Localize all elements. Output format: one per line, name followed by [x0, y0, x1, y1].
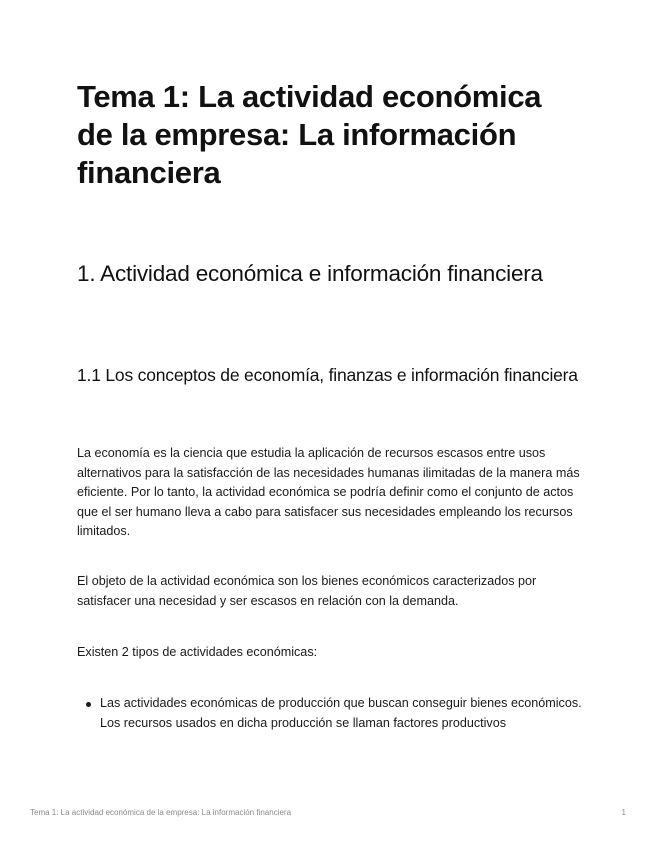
footer-running-title: Tema 1: La actividad económica de la empresa: La información financiera	[30, 808, 292, 817]
paragraph-activity-types-intro: Existen 2 tipos de actividades económicas:	[77, 645, 318, 659]
section-heading: 1. Actividad económica e información financiera	[77, 261, 543, 286]
activity-types-list	[77, 694, 582, 733]
bullet-icon	[86, 702, 91, 707]
subsection-heading: 1.1 Los conceptos de economía, finanzas e información financiera	[77, 365, 578, 385]
list-item	[77, 694, 582, 733]
paragraph-economy-definition: La economía es la ciencia que estudia la aplicación de recursos escasos entre usos alternativos para la satisfacción de las necesidades humanas ilimitadas de la manera más eficiente. Por lo tanto, la actividad económica se podría definir como el conjunto de actos que el ser humano lleva a cabo para satisfacer sus necesidades empleando los recursos limitados.	[77, 446, 580, 538]
paragraph-economic-goods: El objeto de la actividad económica son los bienes económicos caracterizados por satisfacer una necesidad y ser escasos en relación con la demanda.	[77, 574, 537, 608]
list-item-text: Las actividades económicas de producción que buscan conseguir bienes económicos. Los recursos usados en dicha producción se llaman factores productivos	[100, 696, 582, 730]
footer-page-number: 1	[621, 808, 626, 817]
document-title: Tema 1: La actividad económica de la empresa: La información financiera	[77, 79, 542, 190]
